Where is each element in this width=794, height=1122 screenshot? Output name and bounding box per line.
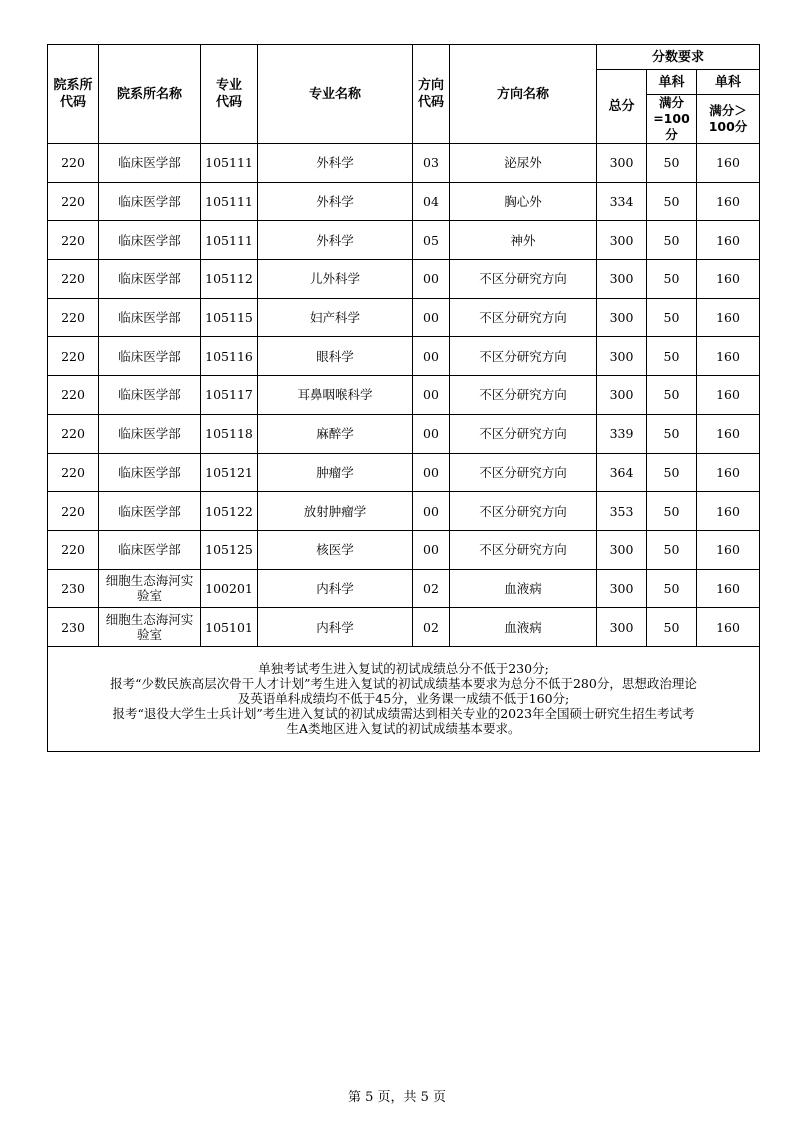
- cell-major-code: 105112: [201, 260, 258, 299]
- cell-dir-code: 00: [413, 414, 450, 453]
- cell-dir-code: 02: [413, 608, 450, 647]
- cell-single-gt100: 160: [697, 414, 760, 453]
- cell-dept-code: 220: [48, 337, 99, 376]
- cell-dir-name: 不区分研究方向: [450, 337, 597, 376]
- cell-dir-code: 00: [413, 298, 450, 337]
- note-line: 报考“退役大学生士兵计划”考生进入复试的初试成绩需达到相关专业的2023年全国硕士研究生招生考试考: [112, 706, 695, 722]
- cell-single-gt100: 160: [697, 260, 760, 299]
- cell-dir-name: 血液病: [450, 569, 597, 608]
- cell-dept-name: 临床医学部: [99, 376, 201, 415]
- cell-single-100: 50: [647, 569, 697, 608]
- cell-single-100: 50: [647, 182, 697, 221]
- cell-dept-code: 230: [48, 608, 99, 647]
- cell-dir-code: 00: [413, 530, 450, 569]
- cell-single-gt100: 160: [697, 221, 760, 260]
- cell-total: 300: [597, 376, 647, 415]
- cell-major-name: 眼科学: [258, 337, 413, 376]
- table-row: [48, 182, 760, 221]
- cell-dept-code: 220: [48, 298, 99, 337]
- cell-dept-code: 220: [48, 376, 99, 415]
- cell-single-gt100: 160: [697, 453, 760, 492]
- cell-dir-name: 不区分研究方向: [450, 453, 597, 492]
- cell-dir-code: 03: [413, 144, 450, 183]
- header-dept-name: 院系所名称: [99, 45, 201, 144]
- header-dept-code: 院系所代码: [48, 45, 99, 144]
- header-dir-name: 方向名称: [450, 45, 597, 144]
- cell-dir-code: 00: [413, 260, 450, 299]
- cell-dept-name: 临床医学部: [99, 182, 201, 221]
- cell-total: 300: [597, 337, 647, 376]
- cell-major-name: 内科学: [258, 569, 413, 608]
- table-row: [48, 569, 760, 608]
- cell-dir-name: 胸心外: [450, 182, 597, 221]
- cell-major-code: 105118: [201, 414, 258, 453]
- cell-single-100: 50: [647, 260, 697, 299]
- cell-single-gt100: 160: [697, 569, 760, 608]
- cell-dept-name: 临床医学部: [99, 453, 201, 492]
- cell-major-code: 105101: [201, 608, 258, 647]
- page-footer: 第 5 页，共 5 页: [347, 1090, 447, 1105]
- cell-total: 339: [597, 414, 647, 453]
- header-single-2: 单科: [697, 70, 760, 95]
- cell-dept-code: 220: [48, 492, 99, 531]
- table-row: [48, 453, 760, 492]
- cell-dept-name: 临床医学部: [99, 530, 201, 569]
- cell-single-100: 50: [647, 530, 697, 569]
- table-row: [48, 492, 760, 531]
- cell-dept-code: 230: [48, 569, 99, 608]
- cell-dept-name: 临床医学部: [99, 298, 201, 337]
- header-major-name: 专业名称: [258, 45, 413, 144]
- cell-dir-code: 04: [413, 182, 450, 221]
- header-major-code: 专业代码: [201, 45, 258, 144]
- cell-single-100: 50: [647, 453, 697, 492]
- cell-dept-code: 220: [48, 144, 99, 183]
- cell-dept-code: 220: [48, 182, 99, 221]
- cell-total: 300: [597, 608, 647, 647]
- cell-dept-code: 220: [48, 530, 99, 569]
- cell-total: 300: [597, 298, 647, 337]
- header-full-gt-100: 满分＞100分: [697, 95, 760, 144]
- cell-single-gt100: 160: [697, 337, 760, 376]
- cell-dept-code: 220: [48, 221, 99, 260]
- cell-dir-name: 泌尿外: [450, 144, 597, 183]
- cell-dept-code: 220: [48, 414, 99, 453]
- table-row: [48, 337, 760, 376]
- notes-cell: [48, 646, 760, 751]
- note-line: 及英语单科成绩均不低于45分，业务课一成绩不低于160分;: [237, 691, 570, 707]
- cell-single-100: 50: [647, 414, 697, 453]
- cell-single-gt100: 160: [697, 376, 760, 415]
- cell-major-code: 105115: [201, 298, 258, 337]
- cell-dir-name: 血液病: [450, 608, 597, 647]
- cell-dept-name: 临床医学部: [99, 337, 201, 376]
- table-row: [48, 530, 760, 569]
- table-row: [48, 298, 760, 337]
- cell-major-code: 105116: [201, 337, 258, 376]
- cell-major-code: 105122: [201, 492, 258, 531]
- cell-major-code: 100201: [201, 569, 258, 608]
- header-dir-code: 方向代码: [413, 45, 450, 144]
- cell-dept-name: 临床医学部: [99, 260, 201, 299]
- note-line: 生A类地区进入复试的初试成绩基本要求。: [286, 721, 521, 737]
- cell-major-name: 放射肿瘤学: [258, 492, 413, 531]
- cell-dir-name: 不区分研究方向: [450, 530, 597, 569]
- cell-total: 353: [597, 492, 647, 531]
- cell-major-name: 外科学: [258, 182, 413, 221]
- cell-dir-code: 02: [413, 569, 450, 608]
- cell-dept-name: 细胞生态海河实验室: [99, 569, 201, 608]
- cell-major-code: 105111: [201, 221, 258, 260]
- cell-dept-name: 临床医学部: [99, 221, 201, 260]
- cell-dir-code: 00: [413, 453, 450, 492]
- cell-dept-name: 临床医学部: [99, 144, 201, 183]
- cell-single-gt100: 160: [697, 608, 760, 647]
- note-line: 单独考试考生进入复试的初试成绩总分不低于230分;: [258, 661, 549, 677]
- cell-major-name: 耳鼻咽喉科学: [258, 376, 413, 415]
- cell-major-name: 外科学: [258, 221, 413, 260]
- header-score-req: 分数要求: [597, 45, 760, 70]
- cell-dir-code: 00: [413, 492, 450, 531]
- table-row: [48, 608, 760, 647]
- cell-total: 300: [597, 144, 647, 183]
- cell-single-gt100: 160: [697, 530, 760, 569]
- cell-single-100: 50: [647, 608, 697, 647]
- cell-dir-name: 不区分研究方向: [450, 376, 597, 415]
- cell-dir-name: 神外: [450, 221, 597, 260]
- cell-dept-name: 细胞生态海河实验室: [99, 608, 201, 647]
- note-line: 报考“少数民族高层次骨干人才计划”考生进入复试的初试成绩基本要求为总分不低于280分，思想政治理论: [110, 676, 697, 692]
- cell-single-100: 50: [647, 221, 697, 260]
- cell-major-name: 外科学: [258, 144, 413, 183]
- cell-major-name: 内科学: [258, 608, 413, 647]
- table-row: [48, 144, 760, 183]
- table-row: [48, 414, 760, 453]
- cell-single-100: 50: [647, 337, 697, 376]
- cell-major-name: 妇产科学: [258, 298, 413, 337]
- header-total: 总分: [597, 70, 647, 144]
- cell-single-100: 50: [647, 492, 697, 531]
- cell-dir-code: 00: [413, 337, 450, 376]
- cell-total: 364: [597, 453, 647, 492]
- cell-total: 300: [597, 260, 647, 299]
- cell-major-name: 肿瘤学: [258, 453, 413, 492]
- cell-single-100: 50: [647, 298, 697, 337]
- cell-dir-name: 不区分研究方向: [450, 260, 597, 299]
- cell-major-name: 核医学: [258, 530, 413, 569]
- cell-major-code: 105117: [201, 376, 258, 415]
- score-requirements-table: [47, 44, 760, 752]
- cell-dept-code: 220: [48, 453, 99, 492]
- cell-total: 300: [597, 569, 647, 608]
- cell-single-100: 50: [647, 144, 697, 183]
- cell-dept-name: 临床医学部: [99, 414, 201, 453]
- cell-dir-name: 不区分研究方向: [450, 492, 597, 531]
- cell-total: 300: [597, 221, 647, 260]
- cell-major-code: 105125: [201, 530, 258, 569]
- cell-dept-name: 临床医学部: [99, 492, 201, 531]
- table-row: [48, 260, 760, 299]
- cell-dir-name: 不区分研究方向: [450, 298, 597, 337]
- cell-single-gt100: 160: [697, 182, 760, 221]
- cell-dir-code: 00: [413, 376, 450, 415]
- header-full-100: 满分=100分: [647, 95, 697, 144]
- cell-total: 300: [597, 530, 647, 569]
- cell-total: 334: [597, 182, 647, 221]
- table-row: [48, 221, 760, 260]
- cell-dept-code: 220: [48, 260, 99, 299]
- header-single-1: 单科: [647, 70, 697, 95]
- cell-single-gt100: 160: [697, 298, 760, 337]
- cell-major-code: 105111: [201, 182, 258, 221]
- table-row: [48, 376, 760, 415]
- cell-single-gt100: 160: [697, 492, 760, 531]
- cell-major-code: 105111: [201, 144, 258, 183]
- cell-major-name: 麻醉学: [258, 414, 413, 453]
- cell-single-100: 50: [647, 376, 697, 415]
- cell-single-gt100: 160: [697, 144, 760, 183]
- cell-dir-name: 不区分研究方向: [450, 414, 597, 453]
- cell-dir-code: 05: [413, 221, 450, 260]
- cell-major-code: 105121: [201, 453, 258, 492]
- cell-major-name: 儿外科学: [258, 260, 413, 299]
